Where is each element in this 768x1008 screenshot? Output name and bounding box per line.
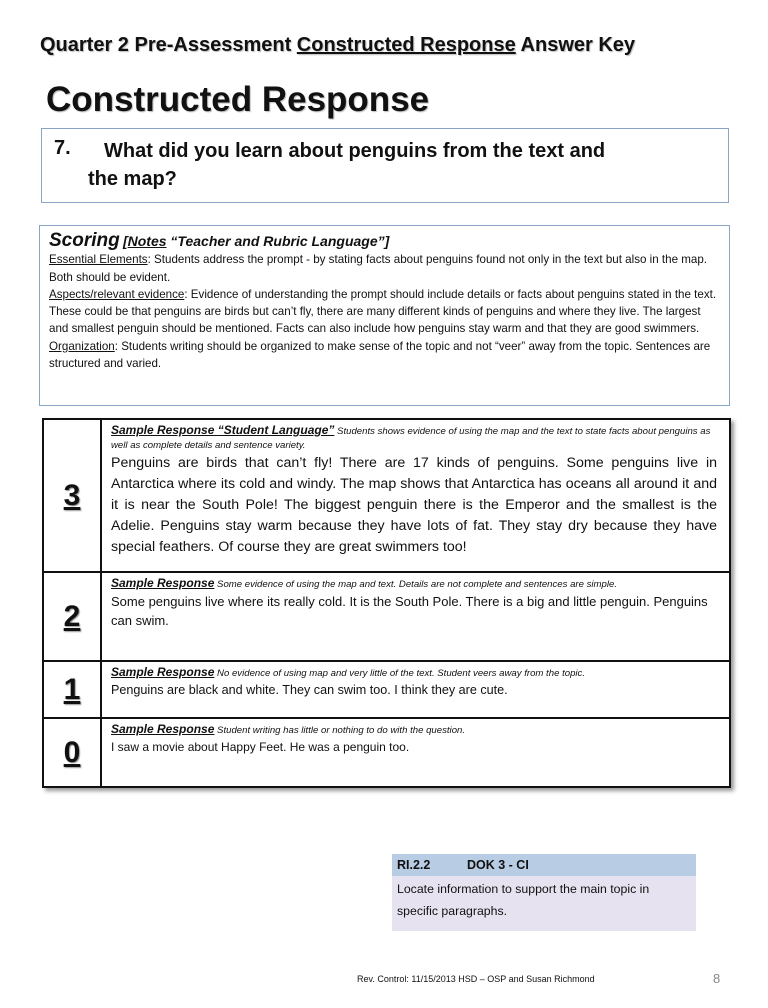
response-note: Students shows evidence of using the map and the text to state facts about penguins as well as complete details and sentence variety. [111,426,711,451]
response-note: Some evidence of using the map and text. Details are not complete and sentences are simple. [214,579,618,590]
response-note: No evidence of using map and very little of the text. Student veers away from the topic. [214,668,585,679]
score-cell: 1 [43,661,101,718]
response-heading [111,665,717,681]
label-plain: Sample Response [111,665,215,679]
rubric-table [42,418,731,788]
standard-code: RI.2.2 [397,858,431,872]
essential-label: Essential Elements [49,253,148,267]
sample-response-text: Some penguins live where its really cold. It is the South Pole. There is a big and little penguin. Penguins can swim. [111,594,708,628]
response-cell [101,572,730,661]
sample-response-label [111,576,214,590]
organization-text: : Students writing should be organized to make sense of the topic and not “veer” away from the topic. Sentences are structured and varied. [49,339,711,371]
standard-header [392,854,696,876]
header-underlined: Constructed Response [296,34,516,56]
aspects-evidence [49,286,721,338]
question-text [88,137,714,193]
page-number: 8 [713,971,721,986]
response-cell [101,718,730,787]
answer-key-header [40,34,635,57]
notes-label: Notes [127,233,167,249]
response-note: Student writing has little or nothing to do with the question. [214,725,466,736]
rubric-row-3 [43,419,730,572]
scoring-notes-box [39,225,730,406]
scoring-heading: Scoring [49,230,120,251]
response-heading [111,423,717,453]
sample-response-label [111,722,214,736]
rubric-row-2 [43,572,730,661]
score-cell: 3 [43,419,101,572]
score-cell: 0 [43,718,101,787]
response-cell [101,661,730,718]
sample-response-text: I saw a movie about Happy Feet. He was a penguin too. [111,740,410,754]
sample-response-label [111,665,214,679]
header-suffix: Answer Key [515,34,636,56]
revision-footer: Rev. Control: 11/15/2013 HSD – OSP and Susan Richmond [357,974,595,984]
response-heading [111,576,717,592]
dok-level: DOK 3 - CI [467,858,529,872]
notes-rest: “Teacher and Rubric Language”] [166,233,390,249]
label-plain: Sample Response [111,423,218,437]
label-italic: “Student Language” [217,423,335,437]
rubric-row-0 [43,718,730,787]
aspects-label: Aspects/relevant evidence [49,287,185,301]
rubric-row-1 [43,661,730,718]
notes-heading [123,233,389,249]
essential-elements [49,251,721,286]
score-cell: 2 [43,572,101,661]
question-box [41,128,729,203]
question-number: 7. [54,137,71,159]
organization [49,338,721,373]
page-title: Constructed Response [46,80,430,119]
notes-open-bracket: [ [122,233,128,249]
label-plain: Sample Response [111,722,215,736]
sample-response-text: Penguins are black and white. They can swim too. I think they are cute. [111,683,508,697]
sample-response-label [111,423,334,437]
label-plain: Sample Response [111,576,215,590]
aspects-text: : Evidence of understanding the prompt should include details or facts about penguins stated in the text. These could be that penguins are birds but can’t fly, there are many different kinds of penguins and where they live. The largest and smallest penguin should be mentioned. Facts can also include how penguins stay warm and that they are good swimmers. [49,287,717,336]
essential-text: : Students address the prompt - by stating facts about penguins found not only in the text but also in the map. Both should be evident. [49,253,708,284]
organization-label: Organization [49,339,115,353]
question-line-2: the map? [88,168,177,190]
sample-response-text: Penguins are birds that can’t fly! There are 17 kinds of penguins. Some penguins live in Antarctica where its cold and windy. The map shows that Antarctica has oceans all around it and it is near the South Pole! The biggest penguin there is the Emperor and the smallest is the Adelie. Penguins stay warm because they have lots of fat. They stay dry because they have special feathers. Of course they are great swimmers too! [111,455,717,555]
standard-box [392,854,696,931]
scoring-heading-row [49,232,721,251]
question-line-1: What did you learn about penguins from the text and [104,140,606,162]
standard-description: Locate information to support the main topic in specific paragraphs. [397,882,650,918]
header-prefix: Quarter 2 Pre-Assessment [40,34,297,56]
response-heading [111,722,717,738]
response-cell [101,419,730,572]
